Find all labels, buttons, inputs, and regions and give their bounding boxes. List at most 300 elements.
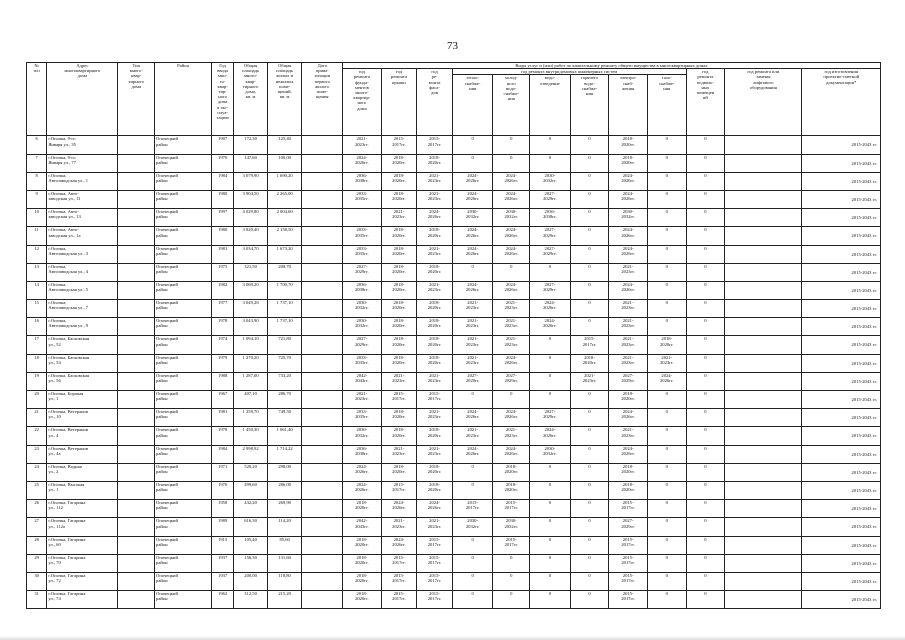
cell-year: 1937 xyxy=(211,572,233,590)
cell-empty xyxy=(302,591,343,609)
cell-n: 15 xyxy=(27,300,47,318)
cell-sew: 0 xyxy=(530,136,571,154)
cell-empty xyxy=(118,481,155,499)
cell-doc: 2015-2043 гг. xyxy=(802,300,881,318)
cell-hot: 0 xyxy=(570,190,609,208)
cell-n: 31 xyxy=(27,591,47,609)
cell-sew: 2027- 2029гг. xyxy=(530,409,571,427)
cell-hot: 2015- 2017гг. xyxy=(570,336,609,354)
cell-gas: 0 xyxy=(647,227,686,245)
cell-bas: 0 xyxy=(686,445,725,463)
cell-addr: г.Опочка, Гагарина ул., 72 xyxy=(47,572,118,590)
cell-year: 1958 xyxy=(211,500,233,518)
cell-bas: 0 xyxy=(686,172,725,190)
col-header-hot-water: горячего водо- снабже- ния xyxy=(570,75,609,136)
cell-dist: Опочецкий район xyxy=(155,518,212,536)
cell-found: 2021- 2023гг. xyxy=(343,391,382,409)
cell-empty xyxy=(302,409,343,427)
cell-area: 1 287,00 xyxy=(234,372,268,390)
cell-sew: 0 xyxy=(530,463,571,481)
cell-bas: 0 xyxy=(686,372,725,390)
cell-fac: 2021- 2023гг. xyxy=(417,190,453,208)
cell-sew: 0 xyxy=(530,572,571,590)
cell-cold: 2015- 2017гг. xyxy=(493,536,530,554)
cell-sew: 0 xyxy=(530,336,571,354)
cell-res: 733,20 xyxy=(267,372,302,390)
cell-res: 269,90 xyxy=(267,500,302,518)
cell-heat: 2030- 2032гг. xyxy=(452,518,493,536)
cell-dist: Опочецкий район xyxy=(155,500,212,518)
cell-year: 1971 xyxy=(211,463,233,481)
col-header-district: Район xyxy=(155,63,212,136)
cell-sew: 0 xyxy=(530,154,571,172)
table-header xyxy=(27,63,881,136)
cell-heat: 2021- 2023гг. xyxy=(452,300,493,318)
cell-cold: 0 xyxy=(493,154,530,172)
cell-lift xyxy=(725,554,802,572)
cell-empty xyxy=(118,354,155,372)
col-header-roof: год ремонта крыши xyxy=(381,69,417,136)
cell-res: 1 061,40 xyxy=(267,427,302,445)
cell-cold: 2018- 2020гг. xyxy=(493,463,530,481)
cell-sew: 0 xyxy=(530,591,571,609)
cell-found: 2033- 2035гг. xyxy=(343,354,382,372)
cell-fac: 2021- 2023гг. xyxy=(417,172,453,190)
cell-res: 1 673,20 xyxy=(267,245,302,263)
cell-empty xyxy=(302,572,343,590)
cell-doc: 2015-2043 гг. xyxy=(802,445,881,463)
cell-empty xyxy=(302,536,343,554)
col-header-facade: год ре- монта фаса- дов xyxy=(417,69,453,136)
table-row xyxy=(27,190,881,208)
cell-gas: 0 xyxy=(647,536,686,554)
cell-gas: 0 xyxy=(647,591,686,609)
col-header-basement: год ремонта подваль- ных помещен ий xyxy=(686,69,725,136)
cell-heat: 0 xyxy=(452,481,493,499)
cell-found: 2042- 2043гг. xyxy=(343,518,382,536)
cell-sew: 0 xyxy=(530,536,571,554)
table-row xyxy=(27,500,881,518)
cell-fac: 2018- 2020гг. xyxy=(417,263,453,281)
cell-el: 2015- 2017гг. xyxy=(609,500,648,518)
cell-bas: 0 xyxy=(686,536,725,554)
cell-area: 147,60 xyxy=(234,154,268,172)
cell-el: 2015- 2017гг. xyxy=(609,536,648,554)
cell-year: 1981 xyxy=(211,245,233,263)
col-header-total-area: Общая площадь много- квар- тирного дома, кв. м xyxy=(234,63,268,136)
cell-area: 407,10 xyxy=(234,391,268,409)
cell-el: 2015- 2017гг. xyxy=(609,572,648,590)
cell-hot: 0 xyxy=(570,463,609,481)
cell-n: 7 xyxy=(27,154,47,172)
cell-roof: 2018- 2020гг. xyxy=(381,245,417,263)
cell-el: 2021- 2023гг. xyxy=(609,300,648,318)
table-row xyxy=(27,409,881,427)
cell-found: 2018- 2020гг. xyxy=(343,500,382,518)
cell-doc: 2015-2043 гг. xyxy=(802,209,881,227)
table-row xyxy=(27,263,881,281)
cell-lift xyxy=(725,591,802,609)
cell-doc: 2015-2043 гг. xyxy=(802,136,881,154)
cell-res: 131,60 xyxy=(267,554,302,572)
cell-dist: Опочецкий район xyxy=(155,481,212,499)
cell-dist: Опочецкий район xyxy=(155,136,212,154)
cell-area: 156,30 xyxy=(234,554,268,572)
cell-bas: 0 xyxy=(686,391,725,409)
table-row xyxy=(27,318,881,336)
cell-bas: 0 xyxy=(686,409,725,427)
cell-el: 2027- 2029гг. xyxy=(609,518,648,536)
cell-addr: г.Опочка, 9-го Января ул., 35 xyxy=(47,136,118,154)
cell-sew: 0 xyxy=(530,372,571,390)
table-row xyxy=(27,554,881,572)
cell-year: 1978 xyxy=(211,318,233,336)
cell-fac: 2021- 2023гг. xyxy=(417,445,453,463)
cell-found: 2033- 2035гг. xyxy=(343,190,382,208)
cell-found: 2030- 2032гг. xyxy=(343,300,382,318)
cell-sew: 2027- 2029гг. xyxy=(530,190,571,208)
cell-roof: 2018- 2020гг. xyxy=(381,154,417,172)
cell-cold: 2024- 2026гг. xyxy=(493,245,530,263)
cell-cold: 2021- 2023гг. xyxy=(493,318,530,336)
cell-gas: 2021- 2023гг. xyxy=(647,354,686,372)
cell-fac: 2021- 2023гг. xyxy=(417,245,453,263)
cell-hot: 2021- 2023гг. xyxy=(570,372,609,390)
cell-dist: Опочецкий район xyxy=(155,300,212,318)
cell-cold: 2024- 2026гг. xyxy=(493,227,530,245)
cell-bas: 0 xyxy=(686,463,725,481)
cell-dist: Опочецкий район xyxy=(155,391,212,409)
cell-doc: 2015-2043 гг. xyxy=(802,554,881,572)
cell-res: 2 265,00 xyxy=(267,190,302,208)
cell-empty xyxy=(302,154,343,172)
cell-roof: 2018- 2020гг. xyxy=(381,300,417,318)
cell-addr: г.Опочка, Автозаводская ул., 3 xyxy=(47,245,118,263)
cell-cold: 2024- 2026гг. xyxy=(493,445,530,463)
cell-el: 2024- 2026гг. xyxy=(609,245,648,263)
cell-bas: 0 xyxy=(686,136,725,154)
cell-heat: 2024- 2026гг. xyxy=(452,245,493,263)
table-row xyxy=(27,336,881,354)
cell-cold: 0 xyxy=(493,591,530,609)
cell-roof: 2021- 2023гг. xyxy=(381,209,417,227)
cell-area: 3 069,20 xyxy=(234,281,268,299)
cell-fac: 2018- 2020гг. xyxy=(417,354,453,372)
cell-found: 2018- 2020гг. xyxy=(343,572,382,590)
repair-schedule-sheet xyxy=(26,62,881,609)
cell-n: 25 xyxy=(27,481,47,499)
cell-res: 1 714,22 xyxy=(267,445,302,463)
cell-area: 1 450,30 xyxy=(234,427,268,445)
cell-roof: 2021- 2023гг. xyxy=(381,372,417,390)
cell-bas: 0 xyxy=(686,190,725,208)
cell-el: 2024- 2026гг. xyxy=(609,172,648,190)
cell-lift xyxy=(725,463,802,481)
cell-roof: 2018- 2020гг. xyxy=(381,409,417,427)
table-row xyxy=(27,154,881,172)
cell-addr: г.Опочка, Высокая ул., 1 xyxy=(47,481,118,499)
cell-cold: 2024- 2026гг. xyxy=(493,190,530,208)
cell-res: 208,70 xyxy=(267,263,302,281)
cell-year: 1980 xyxy=(211,190,233,208)
cell-doc: 2015-2043 гг. xyxy=(802,481,881,499)
cell-year: 1989 xyxy=(211,518,233,536)
cell-lift xyxy=(725,245,802,263)
cell-fac: 2021- 2023гг. xyxy=(417,409,453,427)
table-row xyxy=(27,445,881,463)
cell-addr: г.Опочка, Гагарина ул., 112а xyxy=(47,518,118,536)
col-header-address: Адрес многоквартирного дома xyxy=(47,63,118,136)
cell-empty xyxy=(302,245,343,263)
cell-heat: 0 xyxy=(452,572,493,590)
cell-roof: 2015- 2017гг. xyxy=(381,572,417,590)
cell-addr: г.Опочка, Авто- заводская ул., 1а xyxy=(47,227,118,245)
cell-hot: 0 xyxy=(570,591,609,609)
cell-el: 2024- 2026гг. xyxy=(609,445,648,463)
cell-empty xyxy=(302,209,343,227)
cell-el: 2015- 2017гг. xyxy=(609,591,648,609)
cell-cold: 0 xyxy=(493,391,530,409)
table-row xyxy=(27,481,881,499)
cell-n: 20 xyxy=(27,391,47,409)
cell-cold: 0 xyxy=(493,554,530,572)
cell-el: 2030- 2032гг. xyxy=(609,209,648,227)
cell-found: 2024- 2026гг. xyxy=(343,463,382,481)
cell-dist: Опочецкий район xyxy=(155,354,212,372)
col-header-elevator: год ремонта или замены лифтового оборудования xyxy=(725,69,802,136)
cell-year: 1974 xyxy=(211,336,233,354)
cell-lift xyxy=(725,172,802,190)
cell-year: 1907 xyxy=(211,136,233,154)
cell-n: 16 xyxy=(27,318,47,336)
cell-dist: Опочецкий район xyxy=(155,409,212,427)
cell-addr: г.Опочка, 9-го Января ул., 77 xyxy=(47,154,118,172)
cell-addr: г.Опочка, Автозаводская ул., 1 xyxy=(47,172,118,190)
cell-hot: 0 xyxy=(570,136,609,154)
cell-fac: 2018- 2020гг. xyxy=(417,227,453,245)
cell-heat: 2024- 2026гг. xyxy=(452,172,493,190)
cell-heat: 0 xyxy=(452,136,493,154)
cell-doc: 2015-2043 гг. xyxy=(802,391,881,409)
cell-fac: 2018- 2020гг. xyxy=(417,154,453,172)
cell-lift xyxy=(725,409,802,427)
cell-empty xyxy=(302,354,343,372)
works-group-header: Виды услуг и (или) работ по капитальному ремонту общего имущества в многоквартирных домах xyxy=(343,63,881,69)
cell-empty xyxy=(118,445,155,463)
cell-found: 2042- 2043гг. xyxy=(343,372,382,390)
cell-bas: 0 xyxy=(686,518,725,536)
cell-n: 29 xyxy=(27,554,47,572)
cell-heat: 2021- 2023гг. xyxy=(452,318,493,336)
cell-heat: 0 xyxy=(452,154,493,172)
cell-empty xyxy=(302,172,343,190)
cell-fac: 2015- 2017гг. xyxy=(417,391,453,409)
cell-el: 2027- 2029гг. xyxy=(609,372,648,390)
cell-empty xyxy=(118,154,155,172)
cell-bas: 0 xyxy=(686,154,725,172)
cell-el: 2021- 2023гг. xyxy=(609,336,648,354)
cell-el: 2021- 2023гг. xyxy=(609,263,648,281)
cell-roof: 2018- 2020гг. xyxy=(381,190,417,208)
cell-cold: 2024- 2026гг. xyxy=(493,172,530,190)
cell-lift xyxy=(725,136,802,154)
cell-fac: 2024- 2026гг. xyxy=(417,209,453,227)
cell-roof: 2015- 2017гг. xyxy=(381,136,417,154)
cell-empty xyxy=(118,263,155,281)
cell-res: 2 158,50 xyxy=(267,227,302,245)
cell-hot: 0 xyxy=(570,409,609,427)
cell-fac: 2024- 2026гг. xyxy=(417,500,453,518)
cell-lift xyxy=(725,300,802,318)
cell-cold: 2021- 2023гг. xyxy=(493,300,530,318)
cell-sew: 2030- 2032гг. xyxy=(530,172,571,190)
table-row xyxy=(27,427,881,445)
cell-dist: Опочецкий район xyxy=(155,463,212,481)
cell-lift xyxy=(725,336,802,354)
cell-lift xyxy=(725,263,802,281)
cell-res: 721,80 xyxy=(267,336,302,354)
cell-roof: 2018- 2020гг. xyxy=(381,427,417,445)
cell-sew: 2024- 2026гг. xyxy=(530,427,571,445)
cell-addr: г.Опочка, Гагарина ул., 70 xyxy=(47,554,118,572)
cell-empty xyxy=(302,281,343,299)
cell-dist: Опочецкий район xyxy=(155,572,212,590)
cell-roof: 2018- 2020гг. xyxy=(381,336,417,354)
cell-area: 321,50 xyxy=(234,263,268,281)
cell-gas: 0 xyxy=(647,391,686,409)
cell-dist: Опочецкий район xyxy=(155,263,212,281)
cell-found: 2036- 2038гг. xyxy=(343,172,382,190)
cell-heat: 2027- 2029гг. xyxy=(452,372,493,390)
cell-gas: 0 xyxy=(647,281,686,299)
cell-addr: г.Опочка, Ветеранов ул., 4а xyxy=(47,445,118,463)
col-header-type: Тип много- квар- тирного дома xyxy=(118,63,155,136)
cell-res: 725,70 xyxy=(267,354,302,372)
cell-area: 3 079,90 xyxy=(234,172,268,190)
cell-res: 286,70 xyxy=(267,391,302,409)
cell-roof: 2024- 2026гг. xyxy=(381,536,417,554)
cell-empty xyxy=(302,372,343,390)
cell-bas: 0 xyxy=(686,572,725,590)
cell-hot: 0 xyxy=(570,500,609,518)
cell-addr: г.Опочка, Басковская ул., 52 xyxy=(47,336,118,354)
cell-hot: 0 xyxy=(570,445,609,463)
cell-n: 18 xyxy=(27,354,47,372)
cell-res: 1 690,20 xyxy=(267,172,302,190)
cell-dist: Опочецкий район xyxy=(155,427,212,445)
cell-fac: 2018- 2020гг. xyxy=(417,300,453,318)
cell-bas: 0 xyxy=(686,500,725,518)
cell-empty xyxy=(118,281,155,299)
cell-sew: 0 xyxy=(530,263,571,281)
cell-empty xyxy=(302,300,343,318)
cell-empty xyxy=(302,391,343,409)
cell-roof: 2018- 2020гг. xyxy=(381,354,417,372)
cell-lift xyxy=(725,500,802,518)
cell-heat: 2024- 2026гг. xyxy=(452,227,493,245)
cell-gas: 0 xyxy=(647,209,686,227)
cell-hot: 0 xyxy=(570,518,609,536)
cell-bas: 0 xyxy=(686,554,725,572)
cell-lift xyxy=(725,372,802,390)
cell-cold: 0 xyxy=(493,136,530,154)
col-header-num: № п/п xyxy=(27,63,47,136)
cell-bas: 0 xyxy=(686,354,725,372)
cell-res: 749,50 xyxy=(267,409,302,427)
cell-empty xyxy=(118,591,155,609)
cell-bas: 0 xyxy=(686,227,725,245)
cell-dist: Опочецкий район xyxy=(155,445,212,463)
cell-hot: 0 xyxy=(570,318,609,336)
cell-year: 1980 xyxy=(211,227,233,245)
cell-sew: 0 xyxy=(530,518,571,536)
cell-res: 118,80 xyxy=(267,572,302,590)
cell-sew: 2030- 2032гг. xyxy=(530,445,571,463)
cell-gas: 0 xyxy=(647,136,686,154)
cell-n: 14 xyxy=(27,281,47,299)
cell-addr: г.Опочка, Автозаводская ул., 7 xyxy=(47,300,118,318)
cell-dist: Опочецкий район xyxy=(155,172,212,190)
cell-heat: 0 xyxy=(452,463,493,481)
cell-roof: 2021- 2023гг. xyxy=(381,518,417,536)
cell-year: 1984 xyxy=(211,445,233,463)
cell-res: 286,00 xyxy=(267,481,302,499)
cell-n: 23 xyxy=(27,445,47,463)
cell-n: 10 xyxy=(27,209,47,227)
table-row xyxy=(27,591,881,609)
table-row xyxy=(27,518,881,536)
page-number: 73 xyxy=(447,40,458,52)
cell-hot: 0 xyxy=(570,391,609,409)
cell-lift xyxy=(725,572,802,590)
cell-n: 24 xyxy=(27,463,47,481)
cell-doc: 2015-2043 гг. xyxy=(802,372,881,390)
cell-area: 499,60 xyxy=(234,481,268,499)
cell-area: 3 904,50 xyxy=(234,190,268,208)
cell-heat: 2021- 2023гг. xyxy=(452,336,493,354)
cell-found: 2021- 2023гг. xyxy=(343,136,382,154)
cell-sew: 2027- 2029гг. xyxy=(530,281,571,299)
cell-roof: 2018- 2020гг. xyxy=(381,227,417,245)
table-row xyxy=(27,391,881,409)
cell-res: 215,20 xyxy=(267,591,302,609)
cell-lift xyxy=(725,536,802,554)
cell-doc: 2015-2043 гг. xyxy=(802,354,881,372)
cell-fac: 2018- 2020гг. xyxy=(417,427,453,445)
cell-addr: г.Опочка, Автозаводская ул., 5 xyxy=(47,281,118,299)
col-header-year: Год ввода мно- го- квар- тир- ного дома в экс- плуа- тацию xyxy=(211,63,233,136)
cell-gas: 0 xyxy=(647,554,686,572)
cell-n: 8 xyxy=(27,172,47,190)
cell-doc: 2015-2043 гг. xyxy=(802,227,881,245)
cell-addr: г.Опочка, Ветеранов ул., 4 xyxy=(47,427,118,445)
cell-heat: 2024- 2026гг. xyxy=(452,190,493,208)
cell-cold: 2024- 2026гг. xyxy=(493,281,530,299)
cell-lift xyxy=(725,518,802,536)
cell-empty xyxy=(302,227,343,245)
cell-gas: 0 xyxy=(647,245,686,263)
cell-area: 3 820,40 xyxy=(234,227,268,245)
cell-dist: Опочецкий район xyxy=(155,318,212,336)
cell-empty xyxy=(118,172,155,190)
cell-area: 105,40 xyxy=(234,536,268,554)
cell-res: 100,00 xyxy=(267,154,302,172)
cell-found: 2018- 2020гг. xyxy=(343,591,382,609)
cell-sew: 0 xyxy=(530,554,571,572)
cell-res: 298,00 xyxy=(267,463,302,481)
cell-roof: 2015- 2017гг. xyxy=(381,391,417,409)
table-row xyxy=(27,572,881,590)
